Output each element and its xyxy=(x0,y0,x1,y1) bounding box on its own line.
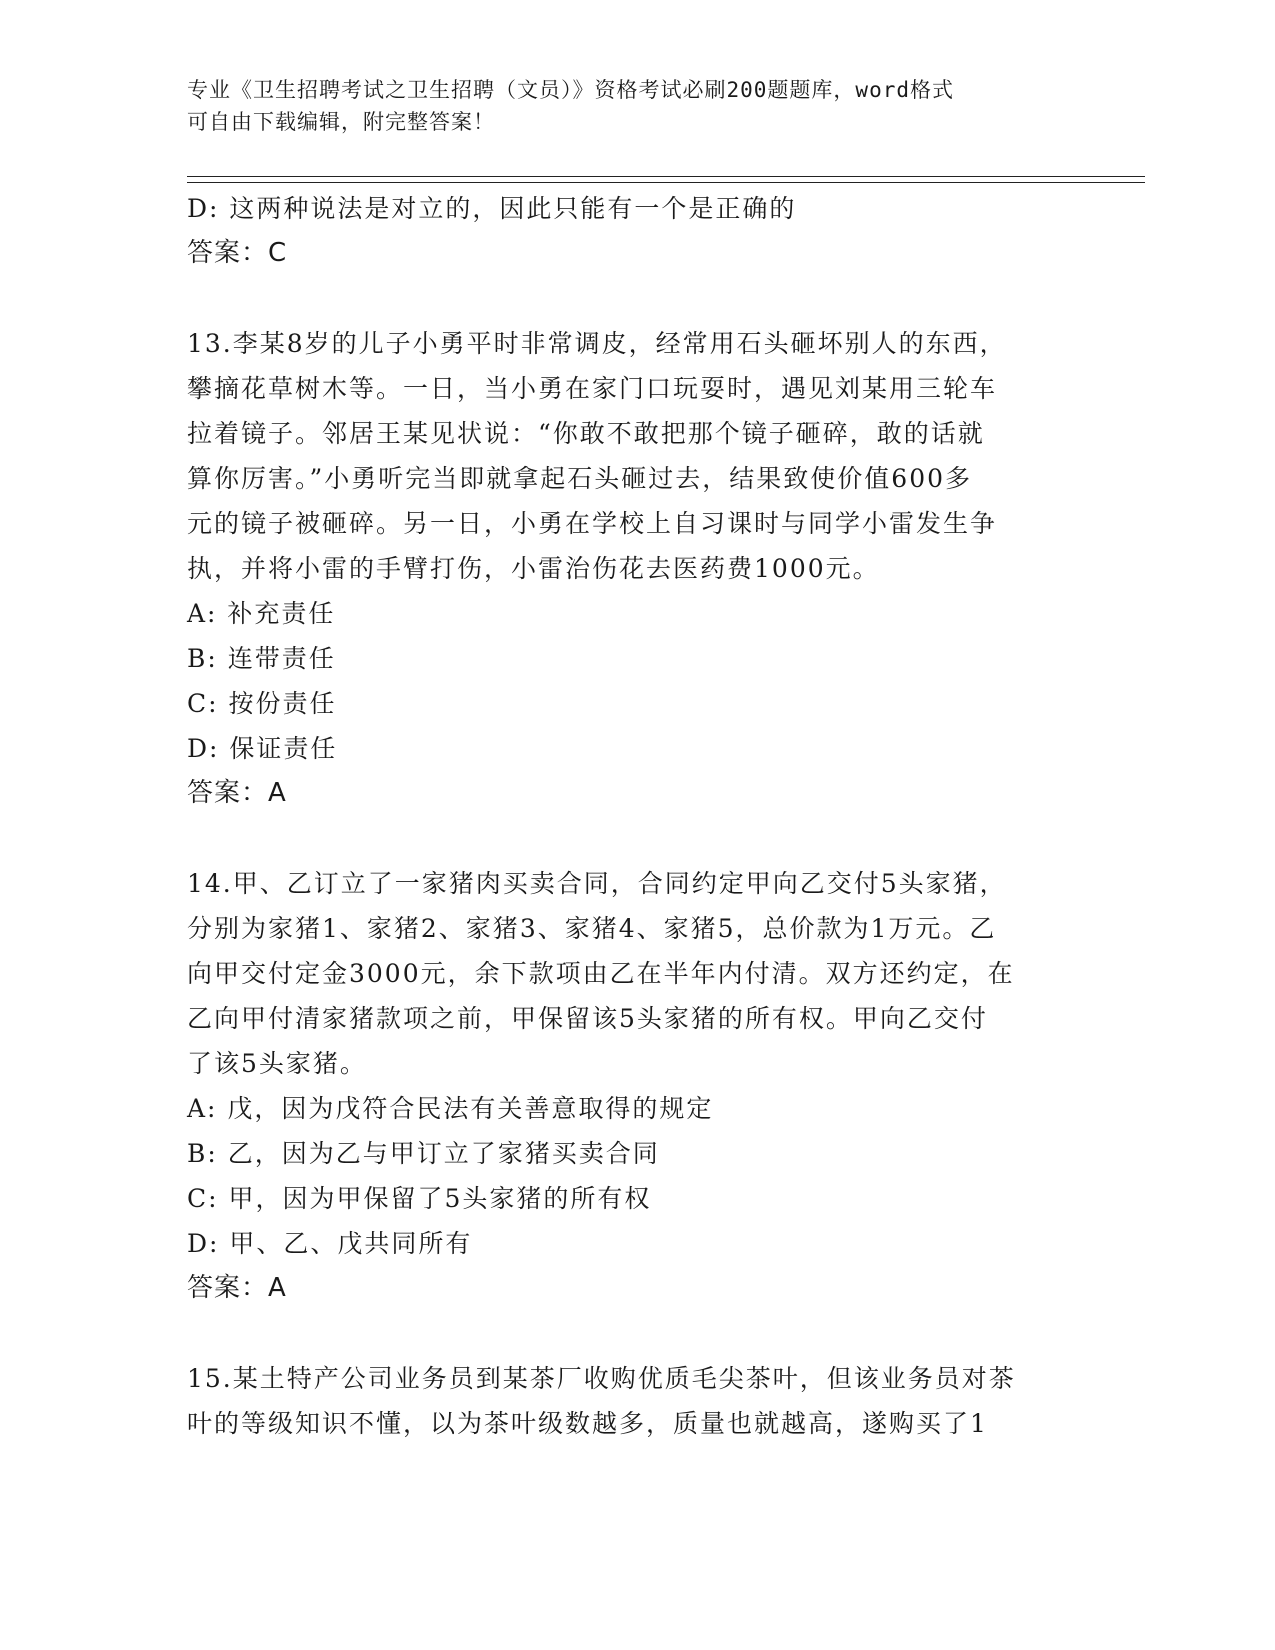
answer-line: 答案：A xyxy=(187,1273,287,1303)
option-a: A: 补充责任 xyxy=(187,599,336,628)
question-text-line: 了该5头家猪。 xyxy=(187,1049,367,1078)
option-d: D: 保证责任 xyxy=(187,734,338,763)
option-d: D: 这两种说法是对立的，因此只能有一个是正确的 xyxy=(187,194,797,223)
question-text-line: 攀摘花草树木等。一日，当小勇在家门口玩耍时，遇见刘某用三轮车 xyxy=(187,374,998,403)
option-a: A: 戊，因为戊符合民法有关善意取得的规定 xyxy=(187,1094,714,1123)
question-text-line: 15.某土特产公司业务员到某茶厂收购优质毛尖茶叶，但该业务员对茶 xyxy=(187,1364,1016,1393)
option-d: D: 甲、乙、戊共同所有 xyxy=(187,1229,473,1258)
option-b: B: 连带责任 xyxy=(187,644,336,673)
question-text-line: 元的镜子被砸碎。另一日，小勇在学校上自习课时与同学小雷发生争 xyxy=(187,509,998,538)
option-c: C: 按份责任 xyxy=(187,689,337,718)
question-text-line: 14.甲、乙订立了一家猪肉买卖合同，合同约定甲向乙交付5头家猪， xyxy=(187,869,1007,898)
question-14 xyxy=(187,861,1087,1311)
option-c: C: 甲，因为甲保留了5头家猪的所有权 xyxy=(187,1184,652,1213)
document-body xyxy=(187,186,1087,1446)
question-text-line: 拉着镜子。邻居王某见状说：“你敢不敢把那个镜子砸碎，敢的话就 xyxy=(187,419,985,448)
question-text-line: 算你厉害。”小勇听完当即就拿起石头砸过去，结果致使价值600多 xyxy=(187,464,973,493)
previous-question-tail xyxy=(187,186,1087,276)
answer-line: 答案：C xyxy=(187,238,288,268)
question-13 xyxy=(187,321,1087,816)
option-b: B: 乙，因为乙与甲订立了家猪买卖合同 xyxy=(187,1139,660,1168)
document-header xyxy=(187,74,1087,138)
header-line-1: 专业《卫生招聘考试之卫生招聘（文员）》资格考试必刷200题题库，word格式 xyxy=(187,78,954,102)
question-text-line: 分别为家猪1、家猪2、家猪3、家猪4、家猪5，总价款为1万元。乙 xyxy=(187,914,997,943)
question-text-line: 叶的等级知识不懂，以为茶叶级数越多，质量也就越高，遂购买了1 xyxy=(187,1409,988,1438)
question-text-line: 向甲交付定金3000元，余下款项由乙在半年内付清。双方还约定，在 xyxy=(187,959,1015,988)
question-text-line: 13.李某8岁的儿子小勇平时非常调皮，经常用石头砸坏别人的东西， xyxy=(187,329,1007,358)
question-text-line: 乙向甲付清家猪款项之前，甲保留该5头家猪的所有权。甲向乙交付 xyxy=(187,1004,988,1033)
header-line-2: 可自由下载编辑，附完整答案！ xyxy=(187,110,495,134)
question-15 xyxy=(187,1356,1087,1446)
header-divider xyxy=(187,176,1145,183)
answer-line: 答案：A xyxy=(187,778,287,808)
question-text-line: 执，并将小雷的手臂打伤，小雷治伤花去医药费1000元。 xyxy=(187,554,880,583)
